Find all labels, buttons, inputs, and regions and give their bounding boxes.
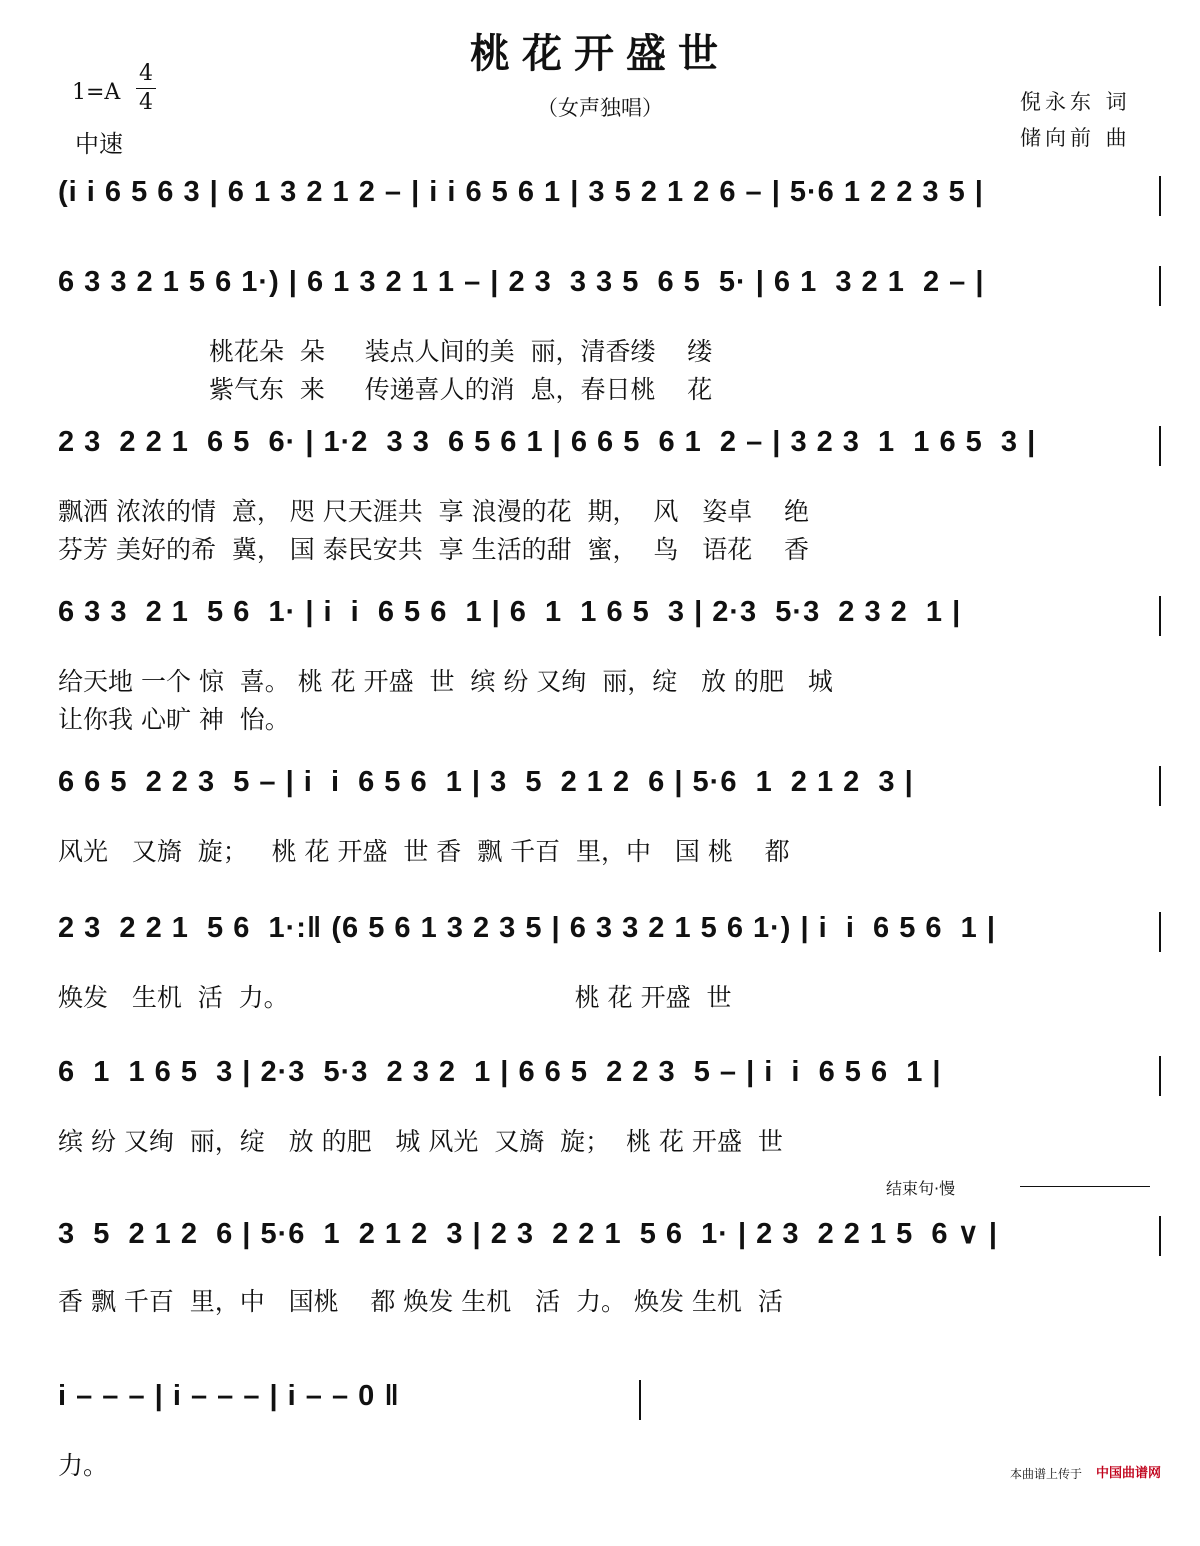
beam-lines [0,592,1200,652]
score-system [0,592,1200,762]
notation-line [0,1212,1200,1268]
notation-text: i – – – | i – – – | i – – 0 ‖ [58,1380,400,1412]
beam-lines [0,262,1200,322]
composer-credit: 储向前 曲 [1020,126,1131,150]
score-system [0,262,1200,432]
notation-text: 6 6 5 2 2 3 5 – | i i 6 5 6 1 | 3 5 2 1 2 6 | 5·6 1 2 1 2 3 | [58,766,914,798]
score-system [0,1052,1200,1222]
score-system [0,422,1200,592]
beam-lines [0,1376,1200,1436]
lyric-line: 让你我 心旷 神 怡。 [58,705,290,734]
song-title: 桃花开盛世 [470,30,730,77]
beam-lines [0,422,1200,482]
lyric-line: 力。 [58,1451,109,1480]
lyric-line: 焕发 生机 活 力。 桃 花 开盛 世 [58,983,732,1012]
notation-text: 6 3 3 2 1 5 6 1· | i i 6 5 6 1 | 6 1 1 6 5 3 | 2·3 5·3 2 3 2 1 | [58,596,962,628]
notation-text: 2 3 2 2 1 5 6 1·:‖ (6 5 6 1 3 2 3 5 | 6 3 3 2 1 5 6 1·) | i i 6 5 6 1 | [58,912,996,944]
lyric-line: 飘洒 浓浓的情 意， 咫 尺天涯共 享 浪漫的花 期， 风 姿卓 绝 [58,497,809,526]
notation-text: 6 3 3 2 1 5 6 1·) | 6 1 3 2 1 1 – | 2 3 3 3 5 6 5 5· | 6 1 3 2 1 2 – | [58,266,985,298]
lyric-line: 风光 又旖 旋； 桃 花 开盛 世 香 飘 千百 里，中 国 桃 都 [58,837,790,866]
tempo-marking: 中速 [75,130,123,158]
score-system [0,1212,1200,1382]
notation-line [0,908,1200,964]
notation-line [0,1052,1200,1108]
time-signature-bottom: 4 [139,90,153,115]
beam-lines [0,1212,1200,1272]
notation-line [0,762,1200,818]
notation-line [0,422,1200,478]
beam-lines [0,908,1200,968]
notation-text: 3 5 2 1 2 6 | 5·6 1 2 1 2 3 | 2 3 2 2 1 5 6 1· | 2 3 2 2 1 5 6 ∨ | [58,1218,998,1250]
footer-text: 本曲谱上传于 [1010,1467,1083,1481]
beam-lines [0,172,1200,232]
notation-text: (i i 6 5 6 3 | 6 1 3 2 1 2 – | i i 6 5 6 1 | 3 5 2 1 2 6 – | 5·6 1 2 2 3 5 | [58,176,984,208]
time-signature [132,60,160,117]
song-subtitle: （女声独唱） [537,96,663,120]
notation-line [0,1376,1200,1432]
lyric-line: 芬芳 美好的希 冀， 国 泰民安共 享 生活的甜 蜜， 鸟 语花 香 [58,535,809,564]
notation-line [0,172,1200,228]
beam-lines [0,1052,1200,1112]
notation-text: 6 1 1 6 5 3 | 2·3 5·3 2 3 2 1 | 6 6 5 2 2 3 5 – | i i 6 5 6 1 | [58,1056,942,1088]
lyric-line: 给天地 一个 惊 喜。 桃 花 开盛 世 缤 纷 又绚 丽，绽 放 的肥 城 [58,667,833,696]
score-system [0,1376,1200,1546]
lyric-line: 紫气东 来 传递喜人的消 息，春日桃 花 [58,375,713,404]
key-signature: 1=A [72,80,121,105]
beam-lines [0,762,1200,822]
ending-phrase-mark: 结束句·慢 [886,1179,956,1198]
lyric-line: 香 飘 千百 里，中 国桃 都 焕发 生机 活 力。 焕发 生机 活 [58,1287,783,1316]
lyricist-credit: 倪永东 词 [1020,90,1131,114]
notation-line [0,592,1200,648]
notation-line [0,262,1200,318]
lyric-line: 缤 纷 又绚 丽，绽 放 的肥 城 风光 又旖 旋； 桃 花 开盛 世 [58,1127,783,1156]
notation-text: 2 3 2 2 1 6 5 6· | 1·2 3 3 6 5 6 1 | 6 6 5 6 1 2 – | 3 2 3 1 1 6 5 3 | [58,426,1037,458]
site-logo: 中国曲谱网 [1096,1466,1162,1481]
time-signature-top: 4 [139,61,153,86]
score-system [0,762,1200,932]
lyric-line: 桃花朵 朵 装点人间的美 丽，清香缕 缕 [58,337,713,366]
